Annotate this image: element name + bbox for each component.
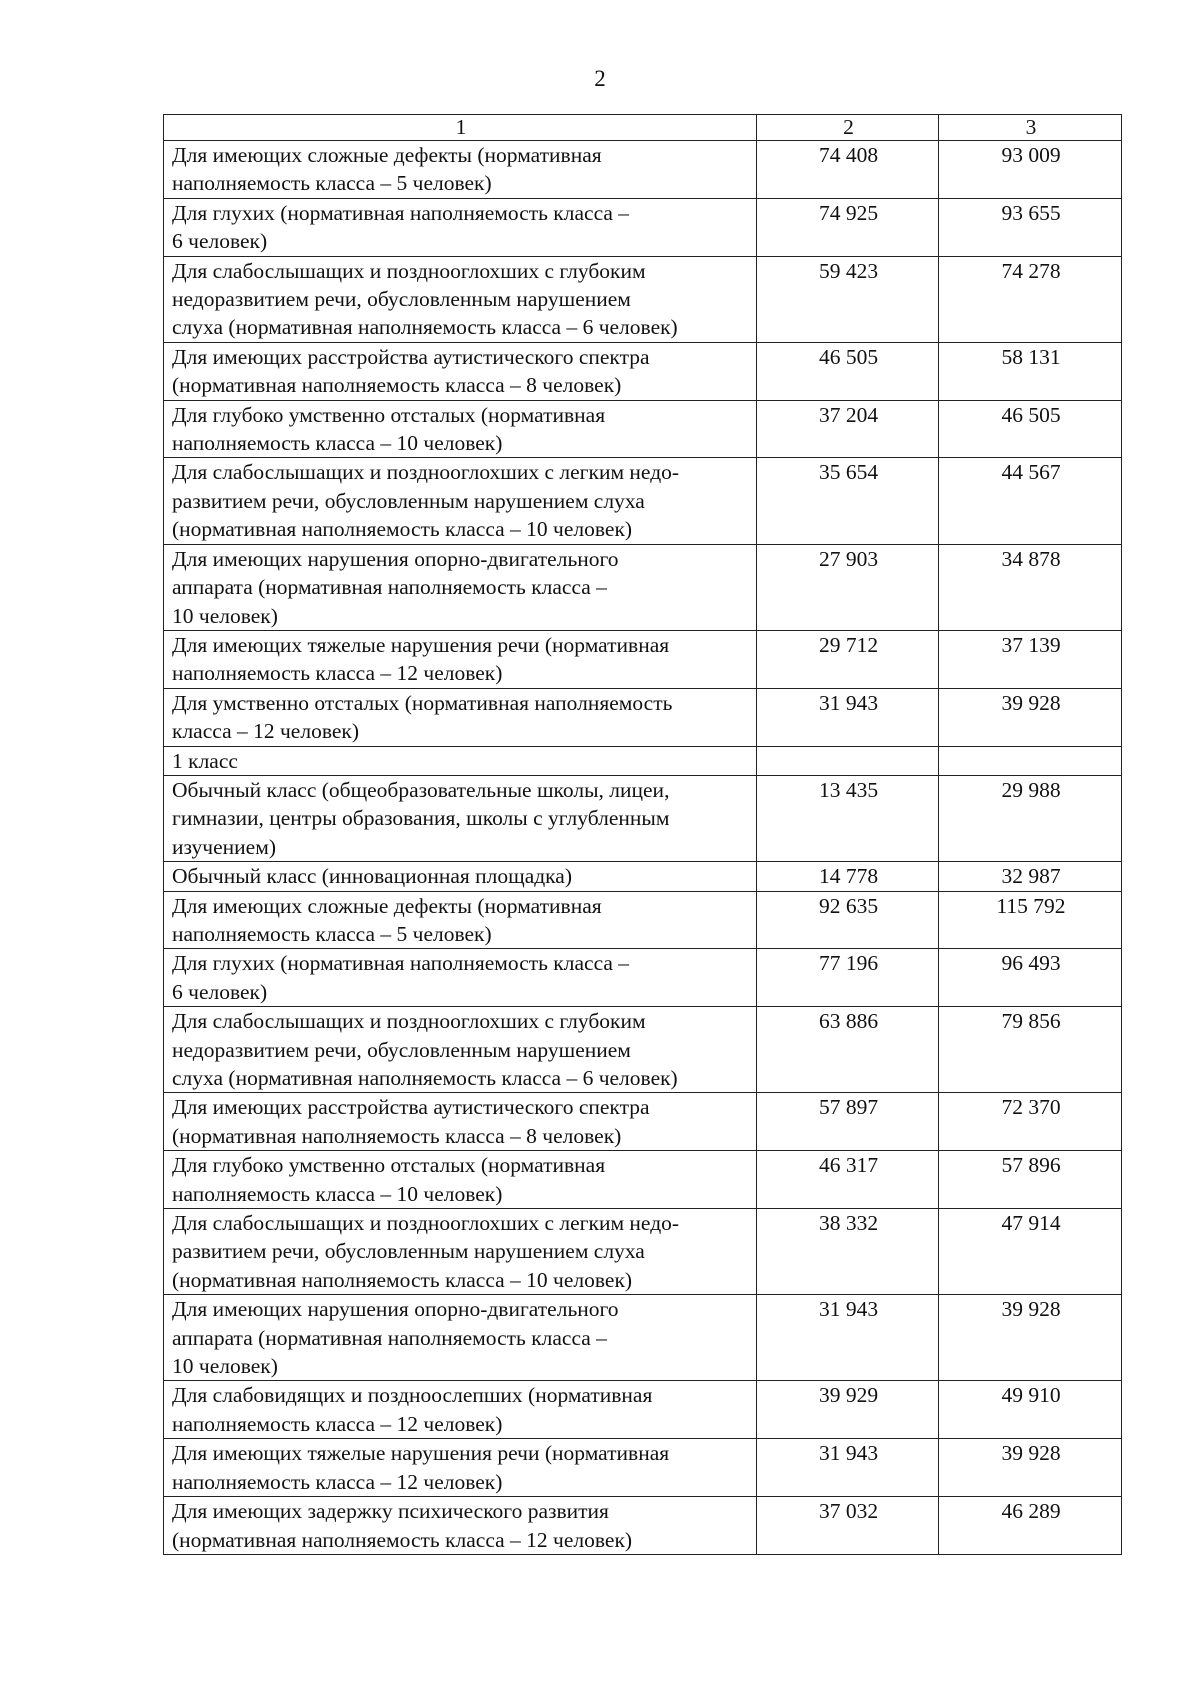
row-value-col3: 96 493: [939, 949, 1122, 1007]
row-value-col3: 58 131: [939, 342, 1122, 400]
row-value-col2: 37 204: [757, 400, 939, 458]
row-value-col3: 46 289: [939, 1497, 1122, 1555]
row-value-col3: 29 988: [939, 775, 1122, 861]
table-row: [164, 1439, 1122, 1497]
row-value-col2: 63 886: [757, 1007, 939, 1093]
row-value-col2: 31 943: [757, 1439, 939, 1497]
table-row: [164, 1497, 1122, 1555]
row-value-col3: 39 928: [939, 1439, 1122, 1497]
header-cell-2: 2: [757, 115, 939, 141]
row-value-col2: 46 317: [757, 1151, 939, 1209]
row-value-col2: 38 332: [757, 1209, 939, 1295]
table-row: [164, 400, 1122, 458]
row-value-col2: 31 943: [757, 1295, 939, 1381]
table-row: [164, 891, 1122, 949]
row-value-col3: 57 896: [939, 1151, 1122, 1209]
row-value-col2: 74 925: [757, 198, 939, 256]
table-row: [164, 141, 1122, 199]
table-row: [164, 1151, 1122, 1209]
row-value-col2: 35 654: [757, 458, 939, 544]
table-row: [164, 1381, 1122, 1439]
table-row: [164, 630, 1122, 688]
row-description: Для глухих (нормативная наполняемость класса – 6 человек): [164, 949, 757, 1007]
row-description: Для имеющих сложные дефекты (нормативная наполняемость класса – 5 человек): [164, 891, 757, 949]
row-value-col2: 77 196: [757, 949, 939, 1007]
row-value-col3: 74 278: [939, 256, 1122, 342]
table-row: [164, 949, 1122, 1007]
row-value-col3: 115 792: [939, 891, 1122, 949]
row-description: Для имеющих тяжелые нарушения речи (нормативная наполняемость класса – 12 человек): [164, 630, 757, 688]
row-description: Для умственно отсталых (нормативная наполняемость класса – 12 человек): [164, 688, 757, 746]
table-row: [164, 746, 1122, 775]
row-description: Обычный класс (инновационная площадка): [164, 862, 757, 891]
table-row: [164, 1007, 1122, 1093]
row-description: Для слабослышащих и позднооглохших с глубоким недоразвитием речи, обусловленным нарушением слуха (нормативная наполняемость класса – 6 человек): [164, 1007, 757, 1093]
row-description: Для слабовидящих и поздноослепших (нормативная наполняемость класса – 12 человек): [164, 1381, 757, 1439]
row-value-col2: 27 903: [757, 544, 939, 630]
row-value-col3: 39 928: [939, 688, 1122, 746]
row-value-col3: 49 910: [939, 1381, 1122, 1439]
row-value-col3: [939, 746, 1122, 775]
row-description: Для глухих (нормативная наполняемость класса – 6 человек): [164, 198, 757, 256]
row-value-col2: 57 897: [757, 1093, 939, 1151]
row-description: Для имеющих расстройства аутистического спектра (нормативная наполняемость класса – 8 человек): [164, 1093, 757, 1151]
header-cell-3: 3: [939, 115, 1122, 141]
row-value-col3: 79 856: [939, 1007, 1122, 1093]
row-value-col3: 37 139: [939, 630, 1122, 688]
table-row: [164, 256, 1122, 342]
row-value-col2: 92 635: [757, 891, 939, 949]
row-description: Для имеющих задержку психического развития (нормативная наполняемость класса – 12 человек): [164, 1497, 757, 1555]
row-value-col2: 39 929: [757, 1381, 939, 1439]
row-value-col2: 13 435: [757, 775, 939, 861]
row-value-col2: 59 423: [757, 256, 939, 342]
table-row: [164, 1209, 1122, 1295]
row-value-col3: 93 009: [939, 141, 1122, 199]
row-description: Для глубоко умственно отсталых (нормативная наполняемость класса – 10 человек): [164, 400, 757, 458]
row-description: Для слабослышащих и позднооглохших с глубоким недоразвитием речи, обусловленным нарушением слуха (нормативная наполняемость класса – 6 человек): [164, 256, 757, 342]
row-value-col3: 72 370: [939, 1093, 1122, 1151]
row-description: 1 класс: [164, 746, 757, 775]
row-description: Для имеющих тяжелые нарушения речи (нормативная наполняемость класса – 12 человек): [164, 1439, 757, 1497]
row-description: Для имеющих нарушения опорно-двигательного аппарата (нормативная наполняемость класса – 10 человек): [164, 1295, 757, 1381]
row-description: Для имеющих сложные дефекты (нормативная наполняемость класса – 5 человек): [164, 141, 757, 199]
table-row: [164, 342, 1122, 400]
row-description: Обычный класс (общеобразовательные школы, лицеи, гимназии, центры образования, школы с углубленным изучением): [164, 775, 757, 861]
table-row: [164, 862, 1122, 891]
row-description: Для слабослышащих и позднооглохших с легким недо- развитием речи, обусловленным нарушением слуха (нормативная наполняемость класса – 10 человек): [164, 1209, 757, 1295]
table-row: [164, 775, 1122, 861]
row-value-col2: 29 712: [757, 630, 939, 688]
row-value-col3: 39 928: [939, 1295, 1122, 1381]
row-description: Для имеющих расстройства аутистического спектра (нормативная наполняемость класса – 8 человек): [164, 342, 757, 400]
row-value-col3: 44 567: [939, 458, 1122, 544]
table-row: [164, 458, 1122, 544]
table-row: [164, 688, 1122, 746]
table-row: [164, 198, 1122, 256]
row-value-col3: 47 914: [939, 1209, 1122, 1295]
row-description: Для имеющих нарушения опорно-двигательного аппарата (нормативная наполняемость класса – 10 человек): [164, 544, 757, 630]
tariff-table: [163, 114, 1122, 1555]
row-description: Для слабослышащих и позднооглохших с легким недо- развитием речи, обусловленным нарушением слуха (нормативная наполняемость класса – 10 человек): [164, 458, 757, 544]
row-value-col2: 46 505: [757, 342, 939, 400]
table-row: [164, 1093, 1122, 1151]
row-value-col2: 37 032: [757, 1497, 939, 1555]
page-number: 2: [594, 66, 606, 91]
row-value-col3: 46 505: [939, 400, 1122, 458]
table-row: [164, 1295, 1122, 1381]
table-row: [164, 544, 1122, 630]
header-row: [164, 115, 1122, 141]
row-value-col3: 93 655: [939, 198, 1122, 256]
header-cell-1: 1: [164, 115, 757, 141]
row-value-col2: 74 408: [757, 141, 939, 199]
row-description: Для глубоко умственно отсталых (нормативная наполняемость класса – 10 человек): [164, 1151, 757, 1209]
row-value-col2: [757, 746, 939, 775]
row-value-col3: 32 987: [939, 862, 1122, 891]
row-value-col2: 14 778: [757, 862, 939, 891]
row-value-col2: 31 943: [757, 688, 939, 746]
row-value-col3: 34 878: [939, 544, 1122, 630]
